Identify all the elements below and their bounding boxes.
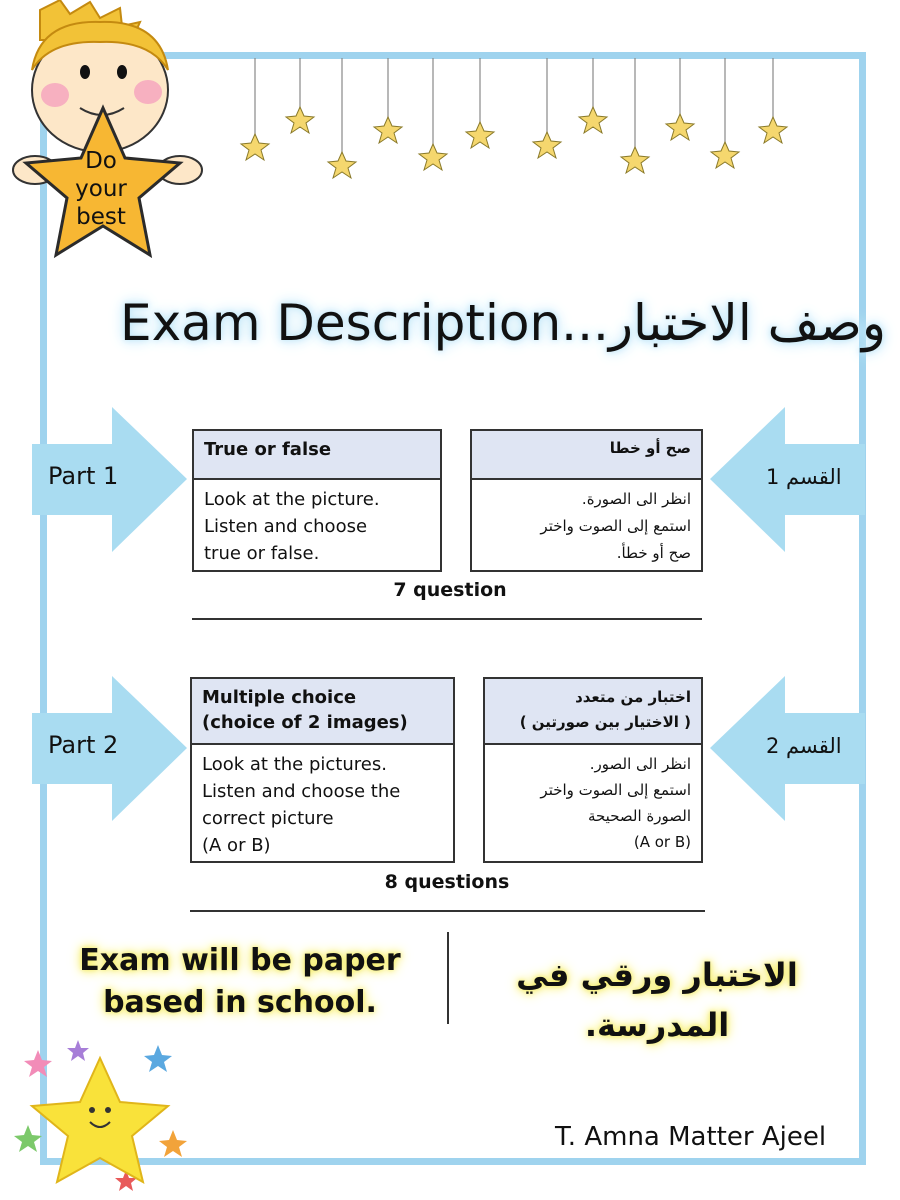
part2-question-count: 8 questions: [384, 871, 510, 893]
notes-separator: [447, 932, 449, 1024]
part2-english-card: [190, 677, 455, 863]
part1-english-body: Look at the picture. Listen and choose true or false.: [204, 489, 380, 564]
part1-english-header: True or false: [194, 431, 440, 480]
page-title: [120, 278, 886, 368]
author-signature: T. Amna Matter Ajeel: [555, 1122, 827, 1152]
title-english: Exam Description...: [120, 294, 609, 352]
exam-format-note-arabic: الاختبار ورقي في المدرسة.: [516, 956, 798, 1044]
part1-arabic-header: صح أو خطا: [472, 431, 701, 480]
hanging-stars-decoration: [225, 58, 805, 188]
part1-english-card: [192, 429, 442, 572]
part1-arabic-body: انظر الى الصورة. استمع إلى الصوت واختر صح أو خطأ.: [540, 490, 691, 562]
part2-english-header: Multiple choice (choice of 2 images): [192, 679, 453, 745]
part1-question-count: 7 question: [393, 579, 507, 601]
do-your-best-badge: Do your best: [75, 148, 127, 230]
part2-divider: [190, 910, 705, 912]
part1-arabic-label: القسم 1: [766, 465, 842, 489]
title-arabic: وصف الاختبار: [608, 294, 886, 352]
part2-arabic-header: اختبار من متعدد ( الاختيار بين صورتين ): [485, 679, 701, 745]
part1-divider: [192, 618, 702, 620]
smiling-star-illustration: [8, 1030, 193, 1195]
part1-arabic-card: [470, 429, 703, 572]
part1-label: Part 1: [48, 462, 119, 490]
part2-arabic-label: القسم 2: [766, 734, 842, 758]
boy-holding-star-illustration: [0, 0, 215, 285]
part2-arabic-card: [483, 677, 703, 863]
part2-english-body: Look at the pictures. Listen and choose the correct picture (A or B): [202, 754, 401, 856]
exam-format-note-english: Exam will be paper based in school.: [79, 943, 401, 1020]
part2-arabic-body: انظر الى الصور. استمع إلى الصوت واختر الصورة الصحيحة (A or B): [540, 755, 691, 851]
part2-label: Part 2: [48, 731, 119, 759]
